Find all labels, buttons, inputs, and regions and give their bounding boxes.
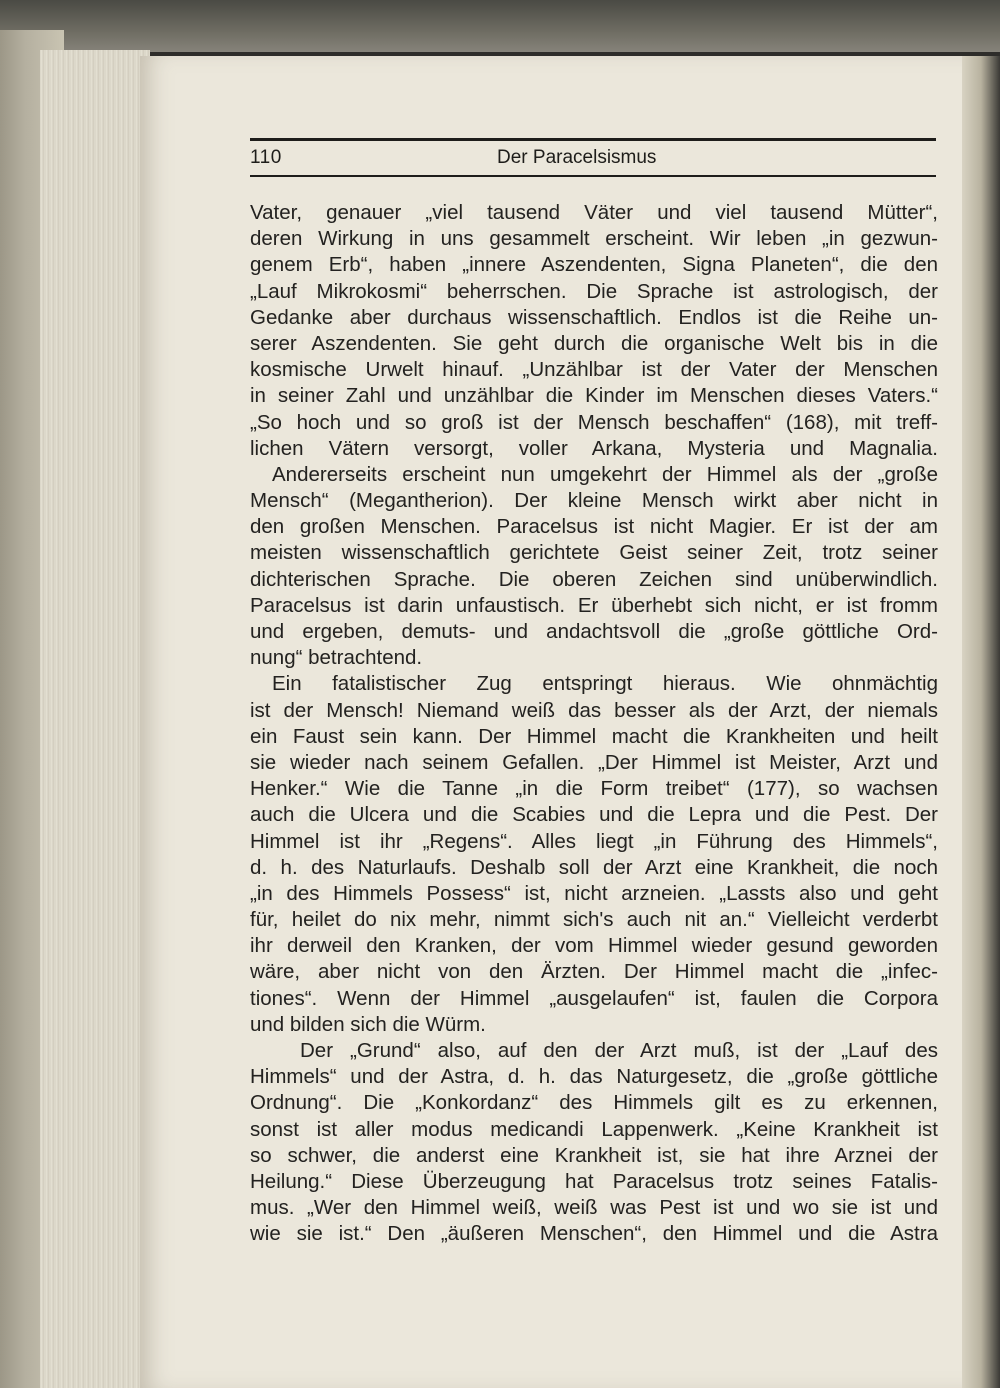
page-gutter-right — [962, 56, 1000, 1388]
text-line: den großen Menschen. Paracelsus ist nicht Magier. Er ist der am — [250, 515, 938, 539]
text-line: Heilung.“ Diese Überzeugung hat Paracelsus trotz seines Fatalis- — [250, 1169, 938, 1193]
text-line: sie wieder nach seinem Gefallen. „Der Himmel ist Meister, Arzt und — [250, 750, 938, 774]
text-line: Vater, genauer „viel tausend Väter und viel tausend Mütter“, — [250, 201, 938, 224]
text-line: Ein fatalistischer Zug entspringt hieraus. Wie ohnmächtig — [272, 672, 938, 696]
book-cover-top — [0, 0, 1000, 52]
text-line: „Lauf Mikrokosmi“ beherrschen. Die Sprache ist astrologisch, der — [250, 279, 938, 303]
text-line: ihr derweil den Kranken, der vom Himmel wieder gesund geworden — [250, 934, 938, 958]
text-line: Himmels“ und der Astra, d. h. das Naturgesetz, die „große göttliche — [250, 1065, 938, 1089]
text-line: und bilden sich die Würm. — [250, 1012, 486, 1036]
text-line: für, heilet do nix mehr, nimmt sich's auch nit an.“ Vielleicht verderbt — [250, 908, 938, 932]
text-line: Henker.“ Wie die Tanne „in die Form treibet“ (177), so wachsen — [250, 777, 938, 801]
text-line: deren Wirkung in uns gesammelt erscheint. Wir leben „in gezwun- — [250, 227, 938, 251]
text-line: ein Faust sein kann. Der Himmel macht die Krankheiten und heilt — [250, 724, 938, 748]
text-line: „So hoch und so groß ist der Mensch beschaffen“ (168), mit treff- — [250, 410, 938, 434]
text-line: kosmische Urwelt hinauf. „Unzählbar ist der Vater der Menschen — [250, 358, 938, 382]
text-line: und ergeben, demuts- und andachtsvoll die „große göttliche Ord- — [250, 620, 938, 643]
text-line: Himmel ist ihr „Regens“. Alles liegt „in Führung des Himmels“, — [250, 829, 938, 853]
running-head — [250, 143, 936, 173]
text-line: lichen Vätern versorgt, voller Arkana, Mysteria und Magnalia. — [250, 436, 938, 460]
text-line: mus. „Wer den Himmel weiß, weiß was Pest ist und wo sie ist und — [250, 1196, 938, 1220]
chapter-title: Der Paracelsismus — [497, 147, 657, 168]
text-line: wie sie ist.“ Den „äußeren Menschen“, den Himmel und die Astra — [250, 1222, 938, 1246]
page-edges — [40, 50, 150, 1388]
header-rule-top — [250, 138, 936, 141]
text-line: Der „Grund“ also, auf den der Arzt muß, ist der „Lauf des — [300, 1039, 938, 1062]
text-line: Ordnung“. Die „Konkordanz“ des Himmels gilt es zu erkennen, — [250, 1091, 938, 1115]
text-line: genem Erb“, haben „innere Aszendenten, Signa Planeten“, die den — [250, 253, 938, 277]
text-line: sonst ist aller modus medicandi Lappenwerk. „Keine Krankheit ist — [250, 1117, 938, 1141]
text-line: Andererseits erscheint nun umgekehrt der Himmel als der „große — [272, 462, 938, 486]
text-line: meisten wissenschaftlich gerichtete Geist seiner Zeit, trotz seiner — [250, 541, 938, 565]
text-line: Paracelsus ist darin unfaustisch. Er überhebt sich nicht, er ist fromm — [250, 593, 938, 617]
body-text — [250, 200, 938, 1248]
text-line: Gedanke aber durchaus wissenschaftlich. Endlos ist die Reihe un- — [250, 305, 938, 329]
text-line: nung“ betrachtend. — [250, 646, 423, 670]
text-line: d. h. des Naturlaufs. Deshalb soll der Arzt eine Krankheit, die noch — [250, 855, 938, 879]
text-line: ist der Mensch! Niemand weiß das besser als der Arzt, der niemals — [250, 698, 938, 722]
text-line: tiones“. Wenn der Himmel „ausgelaufen“ ist, faulen die Corpora — [250, 986, 938, 1010]
text-line: dichterischen Sprache. Die oberen Zeichen sind unüberwindlich. — [250, 567, 938, 591]
text-line: wäre, aber nicht von den Ärzten. Der Himmel macht die „infec- — [250, 960, 938, 984]
text-line: „in des Himmels Possess“ ist, nicht arzneien. „Lassts also und geht — [250, 881, 938, 905]
text-line: serer Aszendenten. Sie geht durch die organische Welt bis in die — [250, 331, 938, 355]
header-rule-bottom — [250, 175, 936, 177]
text-line: so schwer, die anderst eine Krankheit ist, sie hat ihre Arznei der — [250, 1143, 938, 1167]
text-line: Mensch“ (Megantherion). Der kleine Mensch wirkt aber nicht in — [250, 489, 938, 513]
text-line: in seiner Zahl und unzählbar die Kinder im Menschen dieses Vaters.“ — [250, 384, 938, 408]
page-number: 110 — [250, 147, 282, 168]
text-line: auch die Ulcera und die Scabies und die Lepra und die Pest. Der — [250, 803, 938, 827]
